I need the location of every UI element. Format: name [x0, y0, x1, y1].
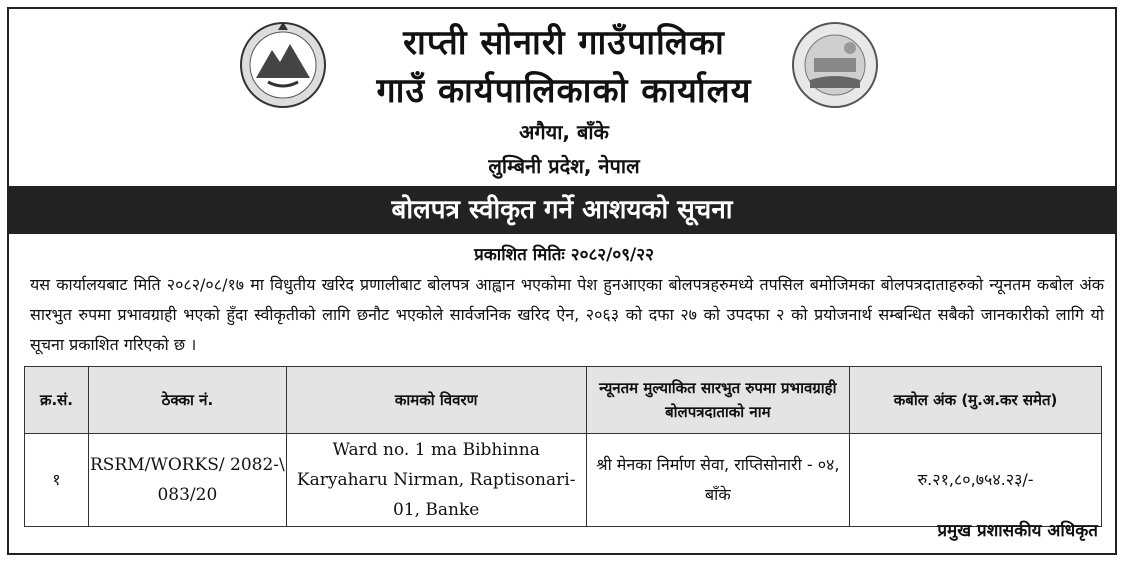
- cell-amount: रु.२१,८०,७५४.२३/-: [850, 434, 1102, 527]
- notice-title: बोलपत्र स्वीकृत गर्ने आशयको सूचना: [9, 186, 1115, 234]
- cell-description: Ward no. 1 ma Bibhinna Karyaharu Nirman, Raptisonari-01, Banke: [286, 434, 586, 527]
- cell-bidder: श्री मेनका निर्माण सेवा, राप्तिसोनारी - ०४, बाँके: [586, 434, 850, 527]
- province-country: लुम्बिनी प्रदेश, नेपाल: [488, 154, 640, 178]
- col-header-description: कामको विवरण: [286, 367, 586, 434]
- cell-sn: १: [25, 434, 89, 527]
- municipality-name: राप्ती सोनारी गाउँपालिका: [403, 23, 725, 63]
- notice-body: यस कार्यालयबाट मिति २०८२/०८/१७ मा विधुतीय खरिद प्रणालीबाट बोलपत्र आह्वान भएकोमा पेश हुनआएका बोलपत्रहरुमध्ये तपसिल बमोजिमका बोलपत्रदाताहरुको न्यूनतम कबोल अंक सारभुत रुपमा प्रभावग्राही भएको हुँदा स्वीकृतीको लागि छनौट भएकोले सार्वजनिक खरिद ऐन, २०६३ को दफा २७ को उपदफा २ को प्रयोजनार्थ सम्बन्धित सबैको जानकारीको लागि यो सूचना प्रकाशित गरिएको छ ।: [30, 275, 1104, 354]
- office-name: गाउँ कार्यपालिकाको कार्यालय: [376, 71, 752, 111]
- table-row: [25, 434, 1102, 527]
- col-header-contract-no: ठेक्का नं.: [88, 367, 286, 434]
- cell-contract-no: RSRM/WORKS/ 2082-\ 083/20: [88, 434, 286, 527]
- col-header-bidder: न्यूनतम मुल्याकित सारभुत रुपमा प्रभावग्राही बोलपत्रदाताको नाम: [586, 367, 850, 434]
- office-location: अगैया, बाँके: [519, 120, 609, 144]
- published-date: प्रकाशित मितिः २०८२/०९/२२: [474, 245, 654, 265]
- col-header-amount: कबोल अंक (मु.अ.कर समेत): [850, 367, 1102, 434]
- col-header-sn: क्र.सं.: [25, 367, 89, 434]
- signatory: प्रमुख प्रशासकीय अधिकृत: [937, 521, 1098, 541]
- bid-table: [24, 366, 1102, 527]
- table-header-row: [25, 367, 1102, 434]
